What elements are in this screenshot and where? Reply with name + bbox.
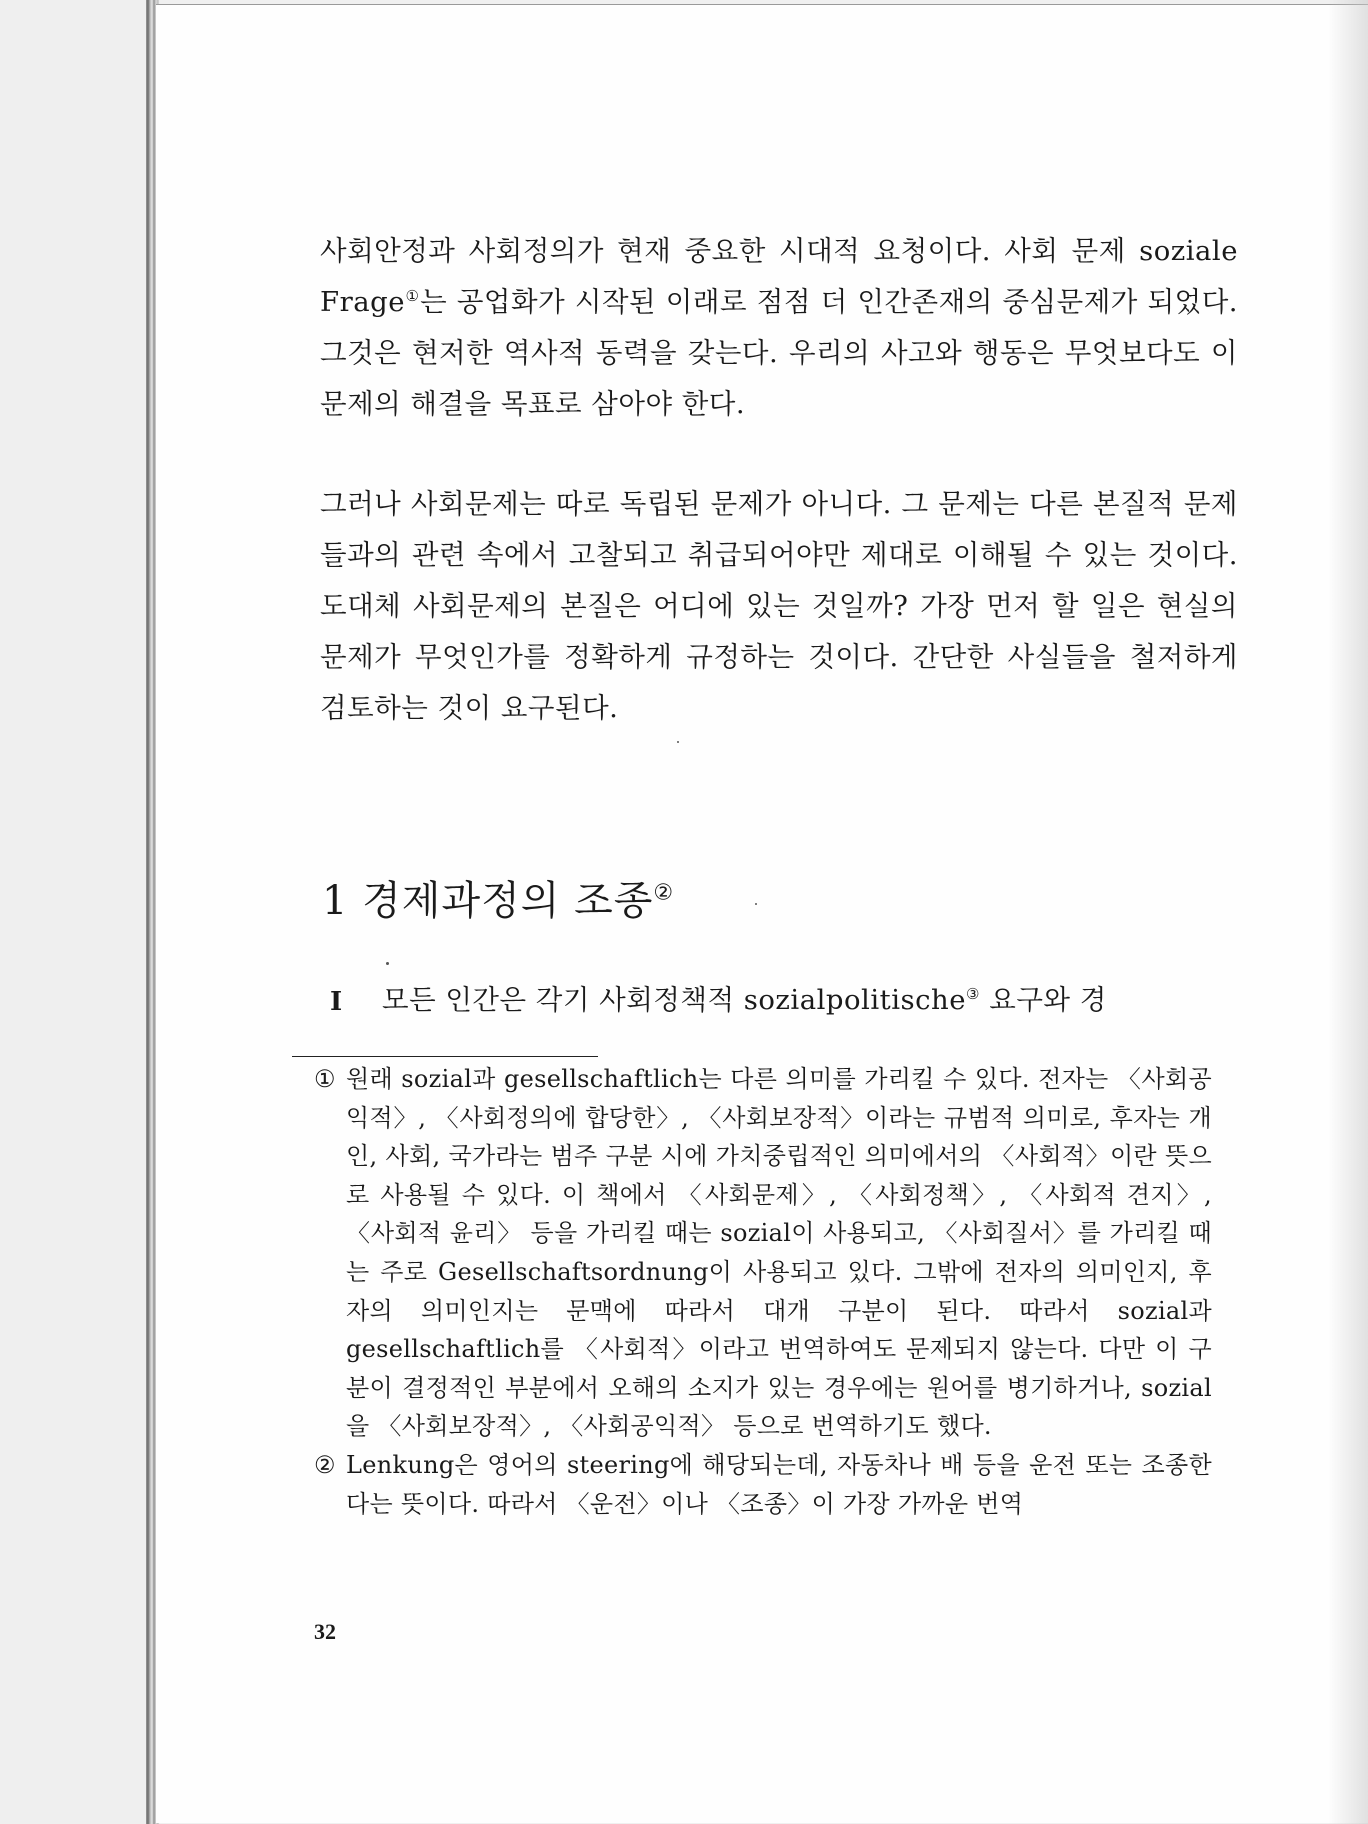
page-number: 32 <box>314 1619 336 1644</box>
subsection-text <box>382 975 1210 1026</box>
footnote-2-text: Lenkung은 영어의 steering에 해당되는데, 자동차나 배 등을 운전 또는 조종한다는 뜻이다. 따라서 〈운전〉이나 〈조종〉이 가장 가까운 번역 <box>346 1450 1212 1518</box>
subsection-numeral: I <box>330 987 343 1017</box>
subsection-text-part1: 모든 인간은 각기 사회정책적 sozialpolitische <box>382 984 966 1016</box>
footnote-1-text: 원래 sozial과 gesellschaftlich는 다른 의미를 가리킬 수 있다. 전자는 〈사회공익적〉, 〈사회정의에 합당한〉, 〈사회보장적〉이라는 규범적 의미로, 후자는 개인, 사회, 국가라는 범주 구분 시에 가치중립적인 의미에서의 〈사회적〉이란 뜻으로 사용될 수 있다. 이 책에서 〈사회문제〉, 〈사회정책〉, 〈사회적 견지〉, 〈사회적 윤리〉 등을 가리킬 때는 sozial이 사용되고, 〈사회질서〉를 가리킬 때는 주로 Gesellschaftsordnung이 사용되고 있다. 그밖에 전자의 의미인지, 후자의 의미인지는 문맥에 따라서 대개 구분이 된다. 따라서 sozial과 gesellschaftlich를 〈사회적〉이라고 번역하여도 문제되지 않는다. 다만 이 구분이 결정적인 부분에서 오해의 소지가 있는 경우에는 원어를 병기하거나, sozial을 〈사회보장적〉, 〈사회공익적〉 등으로 번역하기도 했다. <box>346 1065 1212 1441</box>
body-paragraph-2: 그러나 사회문제는 따로 독립된 문제가 아니다. 그 문제는 다른 본질적 문제들과의 관련 속에서 고찰되고 취급되어야만 제대로 이해될 수 있는 것이다. 도대체 사회문제의 본질은 어디에 있는 것일까? 가장 먼저 할 일은 현실의 문제가 무엇인가를 정확하게 규정하는 것이다. 간단한 사실들을 철저하게 검토하는 것이 요구된다. <box>320 488 1238 724</box>
section-heading <box>322 873 674 929</box>
paragraph-1-part1: 사회안정과 사회정의가 현재 중요한 시대적 요청이다. 사회 문제 soziale Frage <box>320 235 1238 318</box>
print-speck <box>386 962 389 965</box>
print-speck <box>755 903 757 905</box>
footnote-2-mark: ② <box>314 1450 336 1479</box>
footnote-1-mark: ① <box>314 1065 336 1093</box>
footnote-separator <box>292 1056 598 1057</box>
footnote-2 <box>314 1446 1212 1523</box>
section-number: 1 <box>322 878 349 924</box>
footnote-ref-1[interactable]: ① <box>405 286 421 305</box>
paragraph-1-part2: 는 공업화가 시작된 이래로 점점 더 인간존재의 중심문제가 되었다. 그것은 현저한 역사적 동력을 갖는다. 우리의 사고와 행동은 무엇보다도 이 문제의 해결을 목표로 삼아야 한다. <box>320 286 1239 420</box>
print-speck <box>677 741 679 743</box>
footnote-ref-3[interactable]: ③ <box>965 984 981 1003</box>
body-paragraph-1 <box>292 226 1238 430</box>
subsection-text-part2: 요구와 경 <box>980 984 1107 1016</box>
footnote-ref-2[interactable]: ② <box>653 880 675 906</box>
viewer-background <box>0 0 146 1824</box>
section-title: 경제과정의 조종 <box>362 878 654 924</box>
page-shadow <box>1328 0 1368 1824</box>
footnote-1 <box>314 1060 1212 1446</box>
footnotes <box>314 1060 1212 1523</box>
